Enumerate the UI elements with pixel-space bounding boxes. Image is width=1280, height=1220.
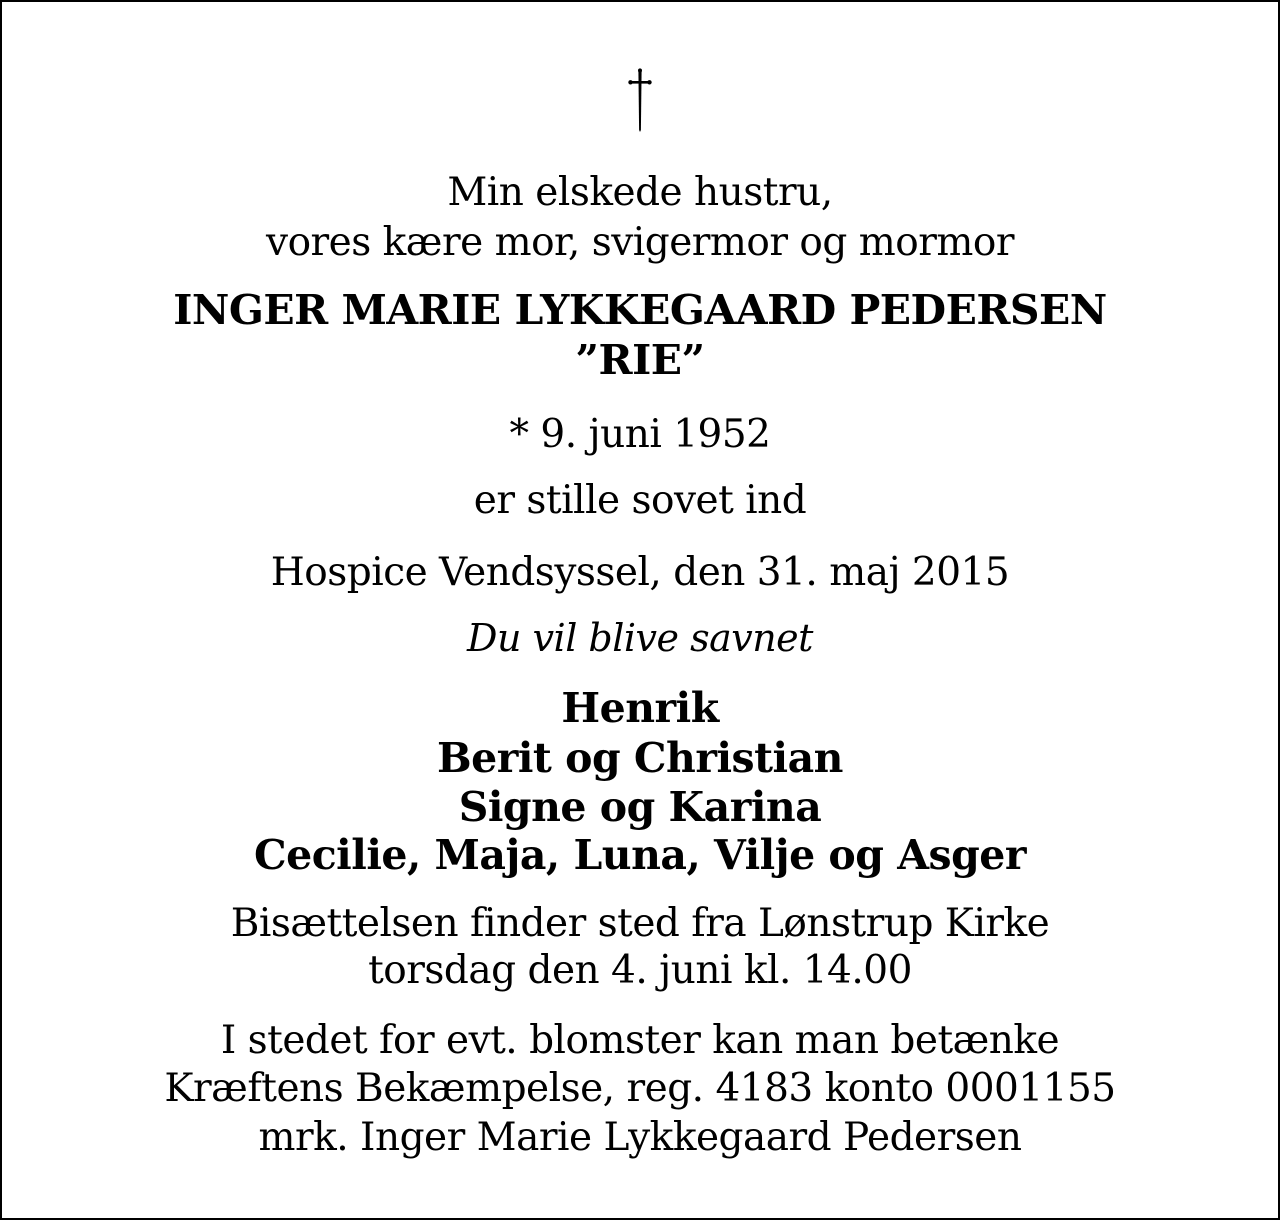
family-member: Henrik <box>561 684 719 732</box>
intro-line-1: Min elskede hustru, <box>447 170 833 215</box>
intro-line-2: vores kære mor, svigermor og mormor <box>266 220 1014 265</box>
donation-line-2: Kræftens Bekæmpelse, reg. 4183 konto 0001155 <box>164 1066 1116 1111</box>
funeral-line-1: Bisættelsen finder sted fra Lønstrup Kirke <box>230 901 1050 946</box>
deceased-nickname: ”RIE” <box>575 336 705 384</box>
family-member: Signe og Karina <box>458 783 822 831</box>
funeral-line-2: torsdag den 4. juni kl. 14.00 <box>368 948 912 993</box>
donation-line-3: mrk. Inger Marie Lykkegaard Pedersen <box>258 1115 1022 1160</box>
place-and-date: Hospice Vendsyssel, den 31. maj 2015 <box>270 550 1010 595</box>
birth-date: * 9. juni 1952 <box>509 412 771 457</box>
family-member: Cecilie, Maja, Luna, Vilje og Asger <box>254 831 1026 879</box>
deceased-name: INGER MARIE LYKKEGAARD PEDERSEN <box>173 286 1107 334</box>
cross-icon <box>2 68 1278 132</box>
family-member: Berit og Christian <box>436 734 843 782</box>
passed-text: er stille sovet ind <box>473 478 807 523</box>
donation-line-1: I stedet for evt. blomster kan man betænke <box>220 1018 1060 1063</box>
missed-text: Du vil blive savnet <box>467 616 813 660</box>
